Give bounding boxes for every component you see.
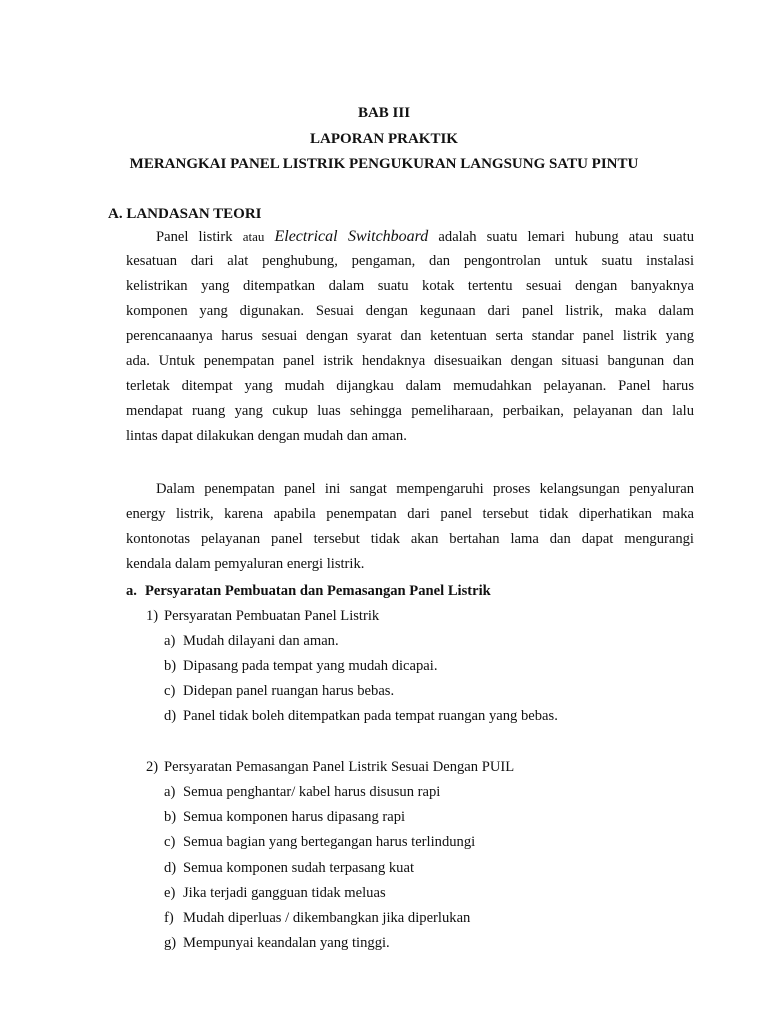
section-label: A. bbox=[108, 206, 123, 222]
paragraph-1-line: lintas dapat dilakukan dengan mudah dan aman. bbox=[126, 428, 407, 444]
list-item bbox=[164, 632, 339, 650]
text-run: adalah suatu lemari hubung atau suatu bbox=[438, 229, 694, 245]
list-marker: f) bbox=[164, 910, 174, 926]
list-item-text: Semua komponen sudah terpasang kuat bbox=[183, 860, 415, 876]
list-marker: b) bbox=[164, 809, 177, 825]
list-item bbox=[164, 859, 414, 877]
chapter-heading: BAB III bbox=[357, 105, 411, 121]
list-item bbox=[164, 707, 558, 725]
list-1-number: 1) bbox=[146, 608, 159, 624]
list-marker: c) bbox=[164, 683, 176, 699]
list-item-text: Semua bagian yang bertegangan harus terlindungi bbox=[183, 834, 476, 850]
subsection-title: Persyaratan Pembuatan dan Pemasangan Panel Listrik bbox=[145, 583, 491, 599]
paragraph-2-line: Dalam penempatan panel ini sangat mempengaruhi proses kelangsungan penyaluran bbox=[156, 481, 694, 497]
list-item bbox=[164, 884, 386, 902]
paragraph-1-line: mendapat ruang yang cukup luas sehingga pemeliharaan, perbaikan, pelayanan dan lalu bbox=[126, 403, 694, 419]
list-item bbox=[164, 934, 390, 952]
list-item bbox=[164, 783, 440, 801]
document-title: MERANGKAI PANEL LISTRIK PENGUKURAN LANGSUNG SATU PINTU bbox=[129, 156, 639, 172]
list-1-heading bbox=[146, 607, 379, 625]
text-run: Panel listirk bbox=[156, 229, 233, 245]
list-marker: a) bbox=[164, 784, 176, 800]
paragraph-2-line: kontonotas pelayanan panel tersebut tidak akan bertahan lama dan dapat mengurangi bbox=[126, 531, 694, 547]
paragraph-1-line: kesatuan dari alat penghubung, pengaman, dan pengontrolan untuk suatu instalasi bbox=[126, 253, 694, 269]
paragraph-2 bbox=[126, 477, 694, 577]
list-item-text: Panel tidak boleh ditempatkan pada tempat ruangan yang bebas. bbox=[183, 708, 558, 724]
list-marker: d) bbox=[164, 860, 177, 876]
list-marker: e) bbox=[164, 885, 176, 901]
list-item bbox=[164, 682, 394, 700]
list-marker: b) bbox=[164, 658, 177, 674]
list-item-text: Semua komponen harus dipasang rapi bbox=[183, 809, 406, 825]
list-2-title: Persyaratan Pemasangan Panel Listrik Sesuai Dengan PUIL bbox=[164, 759, 515, 775]
list-item-text: Dipasang pada tempat yang mudah dicapai. bbox=[183, 658, 438, 674]
paragraph-1-line: terletak ditempat yang mudah dijangkau dalam memudahkan pelayanan. Panel harus bbox=[126, 378, 694, 394]
paragraph-1-line: komponen yang digunakan. Sesuai dengan kegunaan dari panel listrik, maka dalam bbox=[126, 303, 694, 319]
list-2-heading bbox=[146, 758, 514, 776]
section-heading bbox=[108, 205, 262, 223]
list-item bbox=[164, 833, 475, 851]
list-item-text: Didepan panel ruangan harus bebas. bbox=[183, 683, 395, 699]
paragraph-1-line: perencanaanya harus sesuai dengan syarat dan ketentuan serta standar panel listrik yang bbox=[126, 328, 694, 344]
text-run: atau bbox=[242, 229, 265, 244]
list-2-number: 2) bbox=[146, 759, 159, 775]
list-item-text: Mudah diperluas / dikembangkan jika diperlukan bbox=[183, 910, 471, 926]
paragraph-1-line: ada. Untuk penempatan panel istrik hendaknya disesuaikan dengan situasi bangunan dan bbox=[126, 353, 694, 369]
paragraph-1-line: kelistrikan yang ditempatkan dalam suatu kotak tertentu sesuai dengan banyaknya bbox=[126, 278, 694, 294]
list-marker: c) bbox=[164, 834, 176, 850]
list-item-text: Mudah dilayani dan aman. bbox=[183, 633, 339, 649]
list-item-text: Mempunyai keandalan yang tinggi. bbox=[183, 935, 390, 951]
italic-term: Electrical Switchboard bbox=[274, 228, 429, 245]
list-item-text: Semua penghantar/ kabel harus disusun rapi bbox=[183, 784, 441, 800]
subsection-heading bbox=[126, 582, 491, 600]
paragraph-1 bbox=[126, 224, 694, 449]
list-marker: g) bbox=[164, 935, 177, 951]
paragraph-2-line: energy listrik, karena apabila penempatan dari panel tersebut tidak diperhatikan maka bbox=[126, 506, 694, 522]
paragraph-1-line bbox=[126, 224, 694, 249]
list-item bbox=[164, 808, 405, 826]
subsection-label: a. bbox=[126, 583, 137, 599]
list-1-title: Persyaratan Pembuatan Panel Listrik bbox=[164, 608, 380, 624]
list-item bbox=[164, 657, 438, 675]
report-heading: LAPORAN PRAKTIK bbox=[310, 131, 458, 147]
list-item bbox=[164, 909, 470, 927]
section-title-text: LANDASAN TEORI bbox=[126, 206, 262, 222]
list-marker: a) bbox=[164, 633, 176, 649]
list-item-text: Jika terjadi gangguan tidak meluas bbox=[183, 885, 386, 901]
paragraph-2-line: kendala dalam pemyaluran energi listrik. bbox=[126, 556, 365, 572]
list-marker: d) bbox=[164, 708, 177, 724]
